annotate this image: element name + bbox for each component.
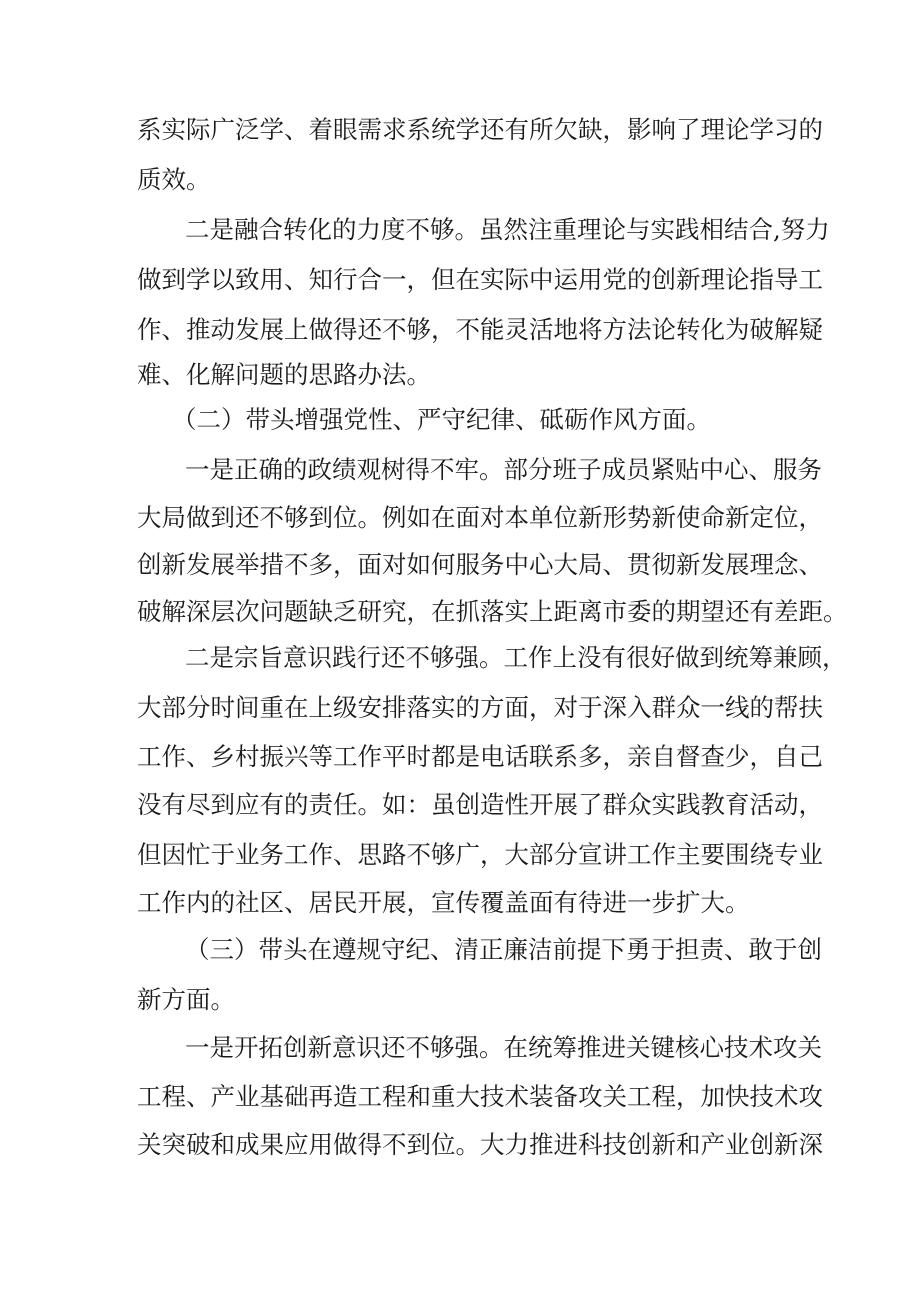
text-line: 作、推动发展上做得还不够，不能灵活地将方法论转化为破解疑 [137, 315, 823, 344]
text-line: 做到学以致用、知行合一，但在实际中运用党的创新理论指导工 [137, 265, 823, 294]
text-line: 一是开拓创新意识还不够强。在统筹推进关键核心技术攻关 [185, 1033, 822, 1062]
text-line: 没有尽到应有的责任。如：虽创造性开展了群众实践教育活动， [137, 790, 823, 819]
text-line: 质效。 [137, 165, 211, 194]
text-line: 工作内的社区、居民开展，宣传覆盖面有待进一步扩大。 [137, 888, 750, 917]
text-line: 一是正确的政绩观树得不牢。部分班子成员紧贴中心、服务 [185, 455, 822, 484]
text-line: 二是宗旨意识践行还不够强。工作上没有很好做到统筹兼顾， [185, 643, 847, 672]
section-heading: （二）带头增强党性、严守纪律、砥砺作风方面。 [172, 405, 711, 434]
text-line: 关突破和成果应用做得不到位。大力推进科技创新和产业创新深 [137, 1130, 823, 1159]
text-line: 工程、产业基础再造工程和重大技术装备攻关工程，加快技术攻 [137, 1082, 823, 1111]
text-line: 二是融合转化的力度不够。虽然注重理论与实践相结合,努力 [185, 215, 830, 244]
text-line: 工作、乡村振兴等工作平时都是电话联系多，亲自督查少，自己 [137, 742, 823, 771]
text-line: 但因忙于业务工作、思路不够广，大部分宣讲工作主要围绕专业 [137, 840, 823, 869]
section-heading-continuation: 新方面。 [137, 985, 235, 1014]
text-line: 大局做到还不够到位。例如在面对本单位新形势新使命新定位， [137, 503, 823, 532]
text-line: 系实际广泛学、着眼需求系统学还有所欠缺，影响了理论学习的 [137, 115, 823, 144]
section-heading: （三）带头在遵规守纪、清正廉洁前提下勇于担责、敢于创 [185, 935, 822, 964]
text-line: 破解深层次问题缺乏研究，在抓落实上距离市委的期望还有差距。 [137, 597, 848, 626]
text-line: 大部分时间重在上级安排落实的方面，对于深入群众一线的帮扶 [137, 693, 823, 722]
text-line: 难、化解问题的思路办法。 [137, 360, 431, 389]
text-line: 创新发展举措不多，面对如何服务中心大局、贯彻新发展理念、 [137, 550, 823, 579]
